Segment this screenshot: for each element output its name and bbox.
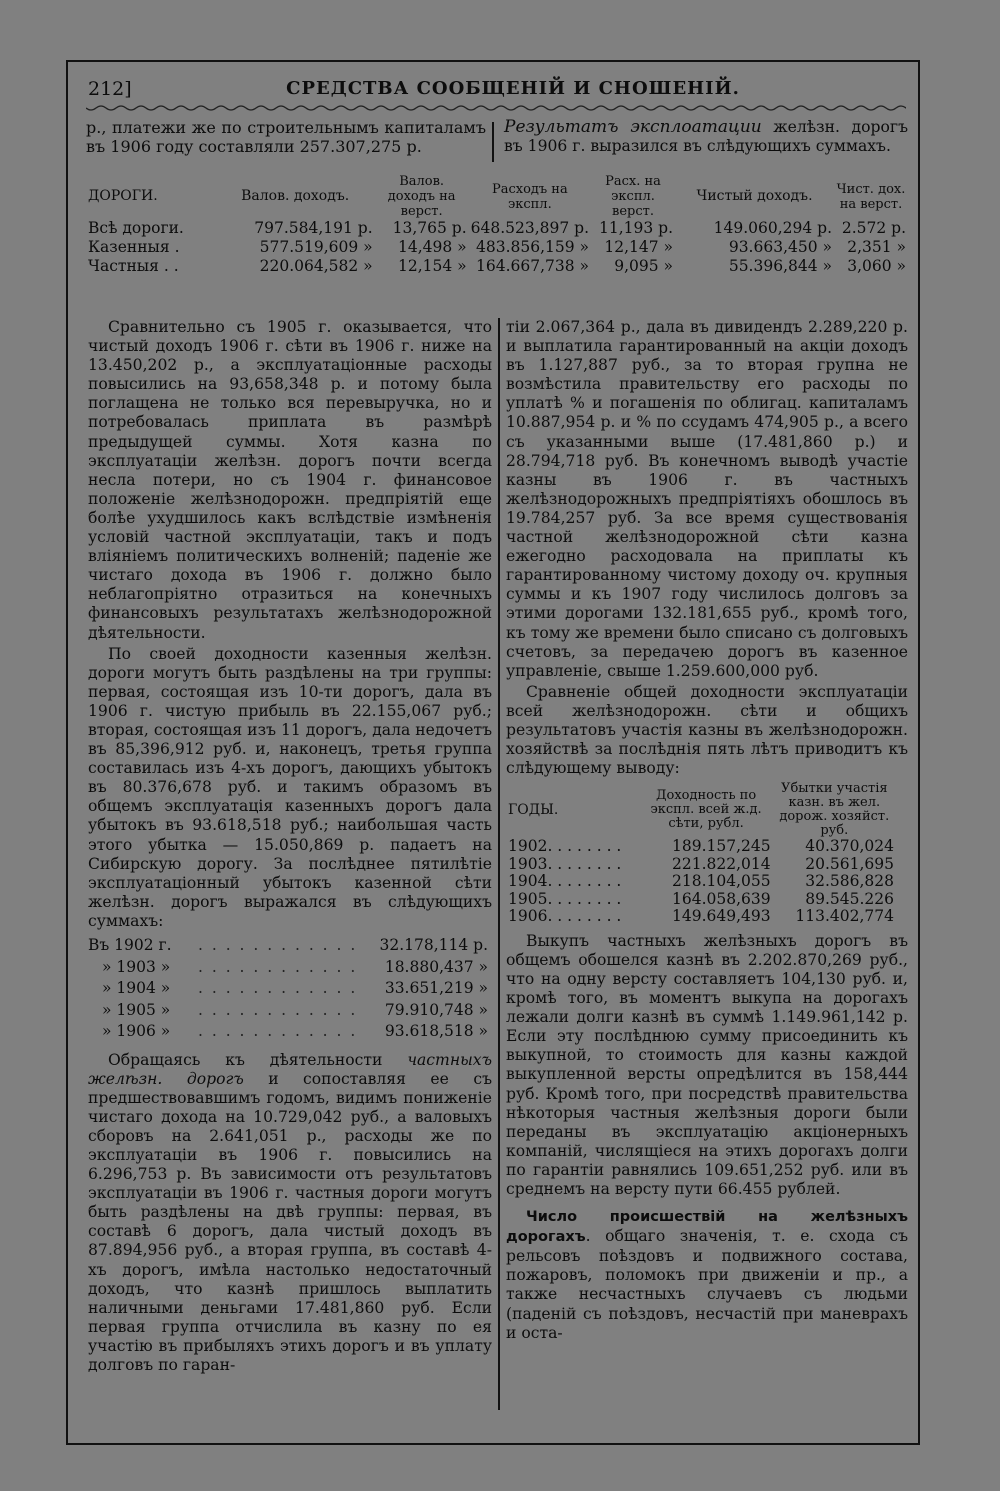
- column-divider: [498, 318, 500, 1410]
- intro-right-italic: Результатъ эксплоатации: [504, 117, 762, 137]
- loss-year: Въ 1902 г.: [88, 936, 172, 954]
- railway-results-table: [86, 174, 908, 276]
- left-paragraph-1: Сравнительно съ 1905 г. оказывается, что чистый доходъ 1906 г. сѣти въ 1906 г. ниже на 13.450,202 р., а эксплуатаціонные расходы повысились на 93,658,348 р. и потому была поглащена не только вся перевыручка, но и потребовалась приплата въ размѣрѣ предыдущей суммы. Хотя казна по эксплуатаціи желѣзн. дорогъ почти всегда несла потери, но съ 1904 г. финансовое положеніе желѣзнодорожн. предпріятій еще болѣе ухудшилось какъ вслѣдствіе измѣненія условій частной эксплуатаціи, такъ и подъ вліяніемъ политическихъ волненій; паденіе же чистаго дохода въ 1906 г. должно было неблагопріятно отразиться на конечныхъ финансовыхъ результатахъ желѣзнодорожной дѣятельности.: [88, 318, 492, 642]
- cell: 9,095 »: [614, 257, 674, 275]
- list-item: [88, 935, 488, 957]
- cell: 797.584,191 р.: [254, 219, 373, 237]
- col-header: Чист. дох. на верст.: [836, 181, 906, 212]
- leader-dots: . . . . . . . . . . . .: [198, 979, 358, 997]
- cell: 164.667,738 »: [476, 257, 590, 275]
- left-p3-start: Обращаясь къ дѣятельности: [108, 1050, 408, 1069]
- right-paragraph-3: Выкупъ частныхъ желѣзныхъ дорогъ въ общемъ обошелся казнѣ въ 2.202.870,269 руб., что на одну версту составляетъ 104,130 руб. и, кромѣ того, въ моментъ выкупа на дорогахъ лежали долги казнѣ въ суммѣ 1.149.961,142 р. Если эту послѣднюю сумму присоединить къ выкупной, то стоимость для казны каждой выкупленной версты опредѣлится въ 158,444 руб. Кромѣ того, при посредствѣ правительства нѣкоторыя частныя желѣзныя дороги были переданы въ эксплуатацію акціонерныхъ компаній, числящіеся на этихъ дорогахъ долги по гарантіи равнялись 109.651,252 руб. или въ среднемъ на версту пути 66.455 рублей.: [506, 931, 908, 1198]
- right-paragraph-1: тіи 2.067,364 р., дала въ дивидендъ 2.289,220 р. и выплатила гарантированный на акціи доходъ въ 1.127,887 руб., за то вторая групна не возмѣстила правительству его расходы по уплатѣ % и погашенія по облигац. капиталамъ 10.887,954 р. и % по ссудамъ 474,905 р., а всего съ указанными выше (17.481,860 р.) и 28.794,718 руб. Въ конечномъ выводѣ участіе казны въ 1906 г. въ частныхъ желѣзнодорожныхъ предпріятіяхъ обошлось въ 19.784,257 руб. За все время существованія частной желѣзнодорожной сѣти казна ежегодно расходовала на приплаты къ гарантированному чистому доходу оч. крупныя суммы и къ 1907 году числилось долговъ за этими дорогами 132.181,655 руб., кромѣ того, къ тому же времени было списано съ долговыхъ счетовъ, за передачею дорогъ въ казенное управленіе, свыше 1.259.600,000 руб.: [506, 318, 908, 680]
- loss-amount: 93.618,518 »: [384, 1022, 488, 1040]
- table-row: [86, 238, 908, 257]
- table-row: [506, 873, 896, 891]
- right-paragraph-2: Сравненіе общей доходности эксплуатаціи всей желѣзнодорожн. сѣти и общихъ результатовъ участія казны въ желѣзнодорожн. хозяйствѣ за послѣднія пять лѣтъ приводитъ къ слѣдующему выводу:: [506, 682, 908, 778]
- intro-right: [504, 118, 908, 156]
- list-item: [88, 1000, 488, 1022]
- leader-dots: . . . . . . . . . . . .: [198, 936, 358, 954]
- table-row: [506, 908, 896, 926]
- cell: 12,154 »: [397, 257, 467, 275]
- cell: 55.396,844 »: [728, 257, 832, 275]
- intro-right-text: [504, 118, 908, 156]
- leader-dots: . . . . . . . . . . . .: [198, 1000, 358, 1019]
- col-header: Чистый доходъ.: [696, 188, 813, 204]
- cell: 113.402,774: [795, 907, 894, 926]
- cell: 648.523,897 р.: [470, 219, 590, 237]
- table-row: [506, 838, 896, 856]
- left-paragraph-2: По своей доходности казенныя желѣзн. дороги могутъ быть раздѣлены на три группы: первая, состоящая изъ 10-ти дорогъ, дала въ 1906 г. чистую прибыль въ 22.155,067 руб.; вторая, состоящая изъ 11 дорогъ, дала недочетъ въ 85,396,912 руб. и, наконецъ, третья группа составилась изъ 4-хъ дорогъ, дающихъ убытокъ въ 80.376,678 руб. и такимъ образомъ въ общемъ эксплуатація казенныхъ дорогъ дала убытокъ въ 93.618,518 руб.; наибольшая часть этого убытка — 15.050,869 р. падаетъ на Сибирскую дорогу. За послѣднее пятилѣтіе эксплуатаціонный убытокъ казенной сѣти желѣзн. дорогъ выражался въ слѣдующихъ суммахъ:: [88, 644, 492, 930]
- leader-dots: . . . . . . . . . . . .: [198, 957, 358, 976]
- intro-right-rest: желѣзн. дорогъ въ 1906 г. выразился въ слѣдующихъ суммахъ.: [504, 118, 908, 156]
- col-header: Доходность по экспл. всей ж.д. сѣти, рубл.: [650, 788, 762, 832]
- loss-year: » 1905 »: [102, 1000, 171, 1019]
- cell: 189.157,245: [672, 837, 771, 856]
- cell: 11,193 р.: [599, 219, 674, 237]
- col-header: Расх. на экспл. верст.: [605, 174, 661, 219]
- cell: 1902. . . . . . . .: [508, 837, 622, 856]
- loss-amount: 79.910,748 »: [384, 1000, 488, 1019]
- left-p3-italic: частныхъ желѣзн. дорогъ: [88, 1050, 492, 1088]
- col-header: ГОДЫ.: [508, 802, 559, 819]
- cell: 40.370,024: [805, 837, 894, 856]
- cell: 2,351 »: [847, 238, 906, 256]
- left-p3-rest: и сопоставляя ее съ предшествовавшимъ годомъ, видимъ пониженіе чистаго дохода на 10.729,042 руб., а валовыхъ сборовъ на 2.641,051 р., расходы же по эксплуатаціи въ 1906 г. повысились на 6.296,753 р. Въ зависимости отъ результатовъ эксплуатаціи въ 1906 г. частныя дороги могутъ быть раздѣлены на двѣ группы: первая, въ составѣ 6 дорогъ, дала чистый доходъ въ 87.894,956 руб., а вторая группа, въ составѣ 4-хъ дорогъ, имѣла настолько недостаточный доходъ, что казнѣ пришлось выплатить наличными деньгами 17.481,860 руб. Если первая группа отчислила въ казну по ея участію въ прибыляхъ этихъ дорогъ и въ уплату долговъ по гаран-: [88, 1069, 492, 1374]
- cell: Частныя . .: [88, 257, 179, 275]
- cell: 1904. . . . . . . .: [508, 872, 622, 891]
- cell: 1906. . . . . . . .: [508, 907, 622, 926]
- cell: 12,147 »: [604, 238, 674, 256]
- loss-year: » 1904 »: [102, 979, 171, 997]
- cell: 149.649,493: [672, 907, 771, 926]
- cell: 164.058,639: [672, 889, 771, 908]
- loss-amount: 18.880,437 »: [384, 957, 488, 976]
- cell: 3,060 »: [847, 257, 906, 275]
- cell: 218.104,055: [672, 872, 771, 891]
- table-row: [86, 219, 908, 238]
- losses-list: [88, 935, 488, 1043]
- cell: 13,765 р.: [392, 219, 467, 237]
- cell: 20.561,695: [805, 854, 894, 873]
- cell: 1905. . . . . . . .: [508, 889, 622, 908]
- loss-amount: 32.178,114 р.: [379, 936, 488, 954]
- table-header-row: [86, 174, 908, 219]
- intro-left-text: р., платежи же по строительнымъ капиталамъ въ 1906 году составляли 257.307,275 р.: [86, 118, 486, 157]
- col-header: Валов. доходъ.: [241, 188, 350, 204]
- col-header: Расходъ на экспл.: [491, 181, 568, 212]
- table-row: [506, 891, 896, 909]
- intro-divider: [492, 122, 494, 162]
- col-header: ДОРОГИ.: [88, 188, 158, 204]
- loss-amount: 33.651,219 »: [384, 979, 488, 997]
- cell: Всѣ дороги.: [88, 219, 184, 237]
- cell: 220.064,582 »: [259, 257, 373, 275]
- list-item: [88, 957, 488, 979]
- right-column: [506, 318, 908, 1343]
- left-paragraph-3: [88, 1051, 492, 1376]
- running-title: СРЕДСТВА СООБЩЕНІЙ И СНОШЕНІЙ.: [286, 78, 740, 99]
- left-column: [88, 318, 492, 1375]
- cell: 14,498 »: [397, 238, 467, 256]
- cell: 577.519,609 »: [259, 238, 373, 256]
- right-p4-bold: Число происшествій на желѣзныхъ дорогахъ: [506, 1209, 908, 1246]
- cell: 149.060,294 р.: [713, 219, 832, 237]
- loss-year: » 1906 »: [102, 1022, 171, 1040]
- cell: 32.586,828: [805, 872, 894, 891]
- table-row: [506, 856, 896, 874]
- right-paragraph-4: [506, 1207, 908, 1343]
- page-number: 212]: [88, 78, 132, 100]
- intro-left: [86, 118, 486, 156]
- cell: 89.545.226: [805, 889, 894, 908]
- cell: Казенныя .: [88, 238, 180, 256]
- list-item: [88, 1021, 488, 1043]
- cell: 1903. . . . . . . .: [508, 854, 622, 873]
- table-header-row: [506, 782, 896, 838]
- col-header: Валов. доходъ на верст.: [387, 174, 456, 219]
- leader-dots: . . . . . . . . . . . .: [198, 1022, 358, 1040]
- profitability-table: [506, 782, 896, 926]
- right-p4-rest: . общаго значенія, т. е. схода съ рельсовъ поѣздовъ и подвижного состава, пожаровъ, поломокъ при движеніи и пр., а также несчастныхъ случаевъ съ людьми (паденій съ поѣздовъ, несчастій при маневрахъ и оста-: [506, 1227, 908, 1342]
- col-header: Убытки участія казн. въ жел. дорож. хозяйст. руб.: [779, 781, 890, 839]
- table-row: [86, 257, 908, 276]
- loss-year: » 1903 »: [102, 957, 171, 976]
- header-wavy-rule: [86, 103, 906, 113]
- list-item: [88, 978, 488, 1000]
- cell: 2.572 р.: [841, 219, 906, 237]
- cell: 483.856,159 »: [476, 238, 590, 256]
- page-header: [88, 78, 898, 104]
- cell: 221.822,014: [672, 854, 771, 873]
- cell: 93.663,450 »: [728, 238, 832, 256]
